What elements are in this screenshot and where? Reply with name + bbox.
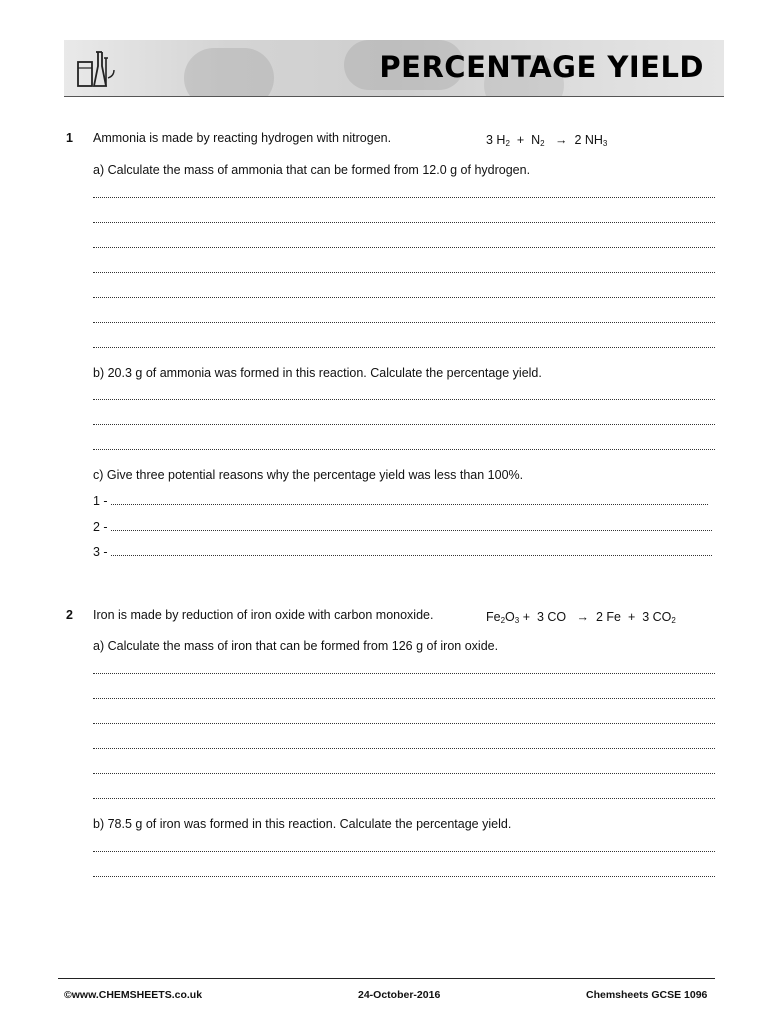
answer-line[interactable] [93,297,715,298]
reason-answer-line[interactable] [111,555,712,556]
question-1-number: 1 [66,131,73,145]
answer-line[interactable] [93,347,715,348]
reason-label: 2 - [93,520,108,534]
reason-label: 3 - [93,545,108,559]
answer-line[interactable] [93,272,715,273]
question-2-equation: $Fe_2O_3 + 3$ CO → 2 Fe + 3 $CO_2$ [486,610,676,625]
answer-line[interactable] [93,247,715,248]
question-2a-prompt: a) Calculate the mass of iron that can be formed from 126 g of iron oxide. [93,639,499,653]
answer-line[interactable] [93,798,715,799]
question-2-text: Iron is made by reduction of iron oxide with carbon monoxide. [93,608,434,622]
header-banner [64,40,724,97]
reason-label: 1 - [93,494,108,508]
footer-copyright: ©www.CHEMSHEETS.co.uk [64,989,203,1001]
answer-line[interactable] [93,748,715,749]
banner-background-shape [184,48,274,97]
answer-line[interactable] [93,197,715,198]
answer-line[interactable] [93,673,715,674]
question-1b-prompt: b) 20.3 g of ammonia was formed in this reaction. Calculate the percentage yield. [93,366,542,380]
answer-line[interactable] [93,851,715,852]
footer-divider [58,978,715,979]
answer-line[interactable] [93,222,715,223]
answer-line[interactable] [93,876,715,877]
answer-line[interactable] [93,698,715,699]
lab-glassware-icon [74,48,118,92]
question-1c-prompt: c) Give three potential reasons why the percentage yield was less than 100%. [93,468,524,482]
question-1-equation: 3 $H_2 + N_2 \to 2$ $NH_3$ [486,133,608,148]
page-title: PERCENTAGE YIELD [379,50,704,84]
footer-date: 24-October-2016 [358,989,441,1001]
question-1a-prompt: a) Calculate the mass of ammonia that can be formed from 12.0 g of hydrogen. [93,163,531,177]
footer-sheet-id: Chemsheets GCSE 1096 [586,989,708,1001]
answer-line[interactable] [93,773,715,774]
reason-answer-line[interactable] [111,530,712,531]
answer-line[interactable] [93,424,715,425]
answer-line[interactable] [93,723,715,724]
question-2-number: 2 [66,608,73,622]
question-1-text: Ammonia is made by reacting hydrogen with nitrogen. [93,131,392,145]
answer-line[interactable] [93,399,715,400]
question-2b-prompt: b) 78.5 g of iron was formed in this reaction. Calculate the percentage yield. [93,817,512,831]
answer-line[interactable] [93,449,715,450]
reason-answer-line[interactable] [111,504,708,505]
answer-line[interactable] [93,322,715,323]
